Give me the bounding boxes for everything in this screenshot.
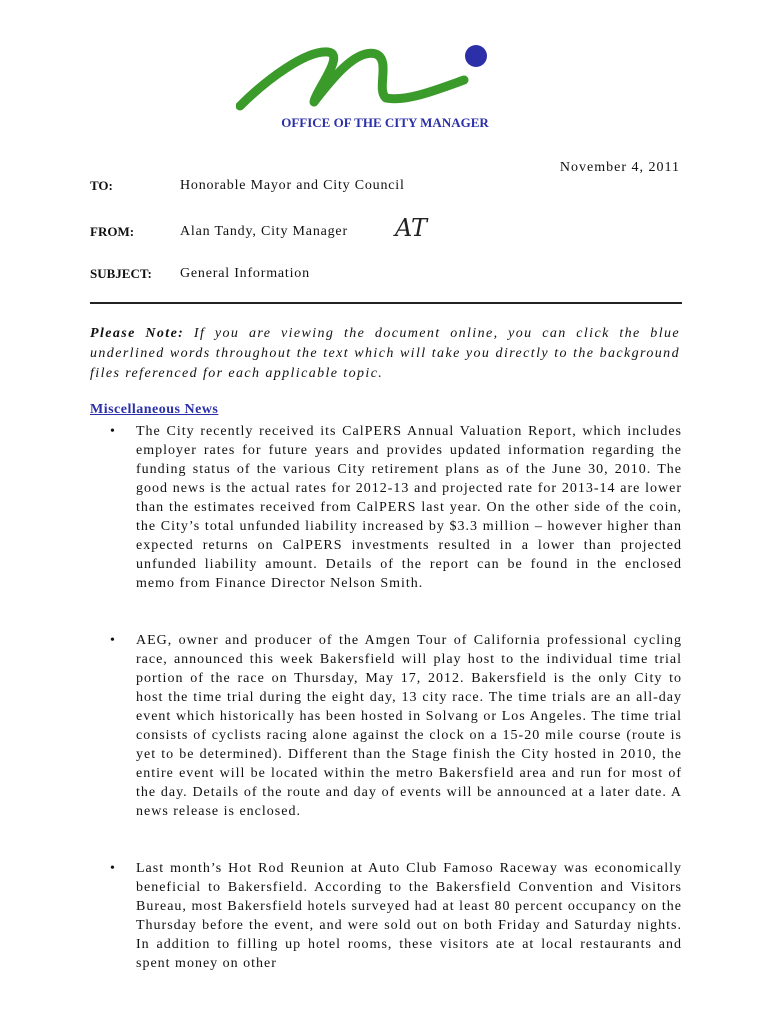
- bullet-text: Last month’s Hot Rod Reunion at Auto Club Famoso Raceway was economically beneficial to Bakersfield. According to the Bakersfield Convention and Visitors Bureau, most Bakersfield hotels surveyed had at least 80 percent occupancy on the Thursday before the event, and were sold out on both Friday and Saturday nights. In addition to filling up hotel rooms, these visitors ate at local restaurants and spent money on other: [136, 861, 682, 971]
- subject-value: General Information: [180, 266, 310, 281]
- to-label: TO:: [90, 178, 113, 193]
- bullet-text: The City recently received its CalPERS Annual Valuation Report, which includes employer rates for future years and provides updated information regarding the funding status of the various City retirement plans as of the June 30, 2010. The good news is the actual rates for 2012-13 and projected rate for 2013-14 are lower than the estimates received from CalPERS last year. On the other side of the coin, the City’s total unfunded liability increased by $3.3 million – however higher than expected returns on CalPERS investments resulted in a lower than projected unfunded liability amount. Details of the report can be found in the enclosed memo from Finance Director Nelson Smith.: [136, 424, 682, 591]
- subject-label: SUBJECT:: [90, 266, 152, 281]
- please-note: [90, 324, 680, 384]
- bullet-icon: •: [110, 861, 115, 876]
- bullet-icon: •: [110, 424, 115, 439]
- to-value: Honorable Mayor and City Council: [180, 178, 405, 193]
- bullet-icon: •: [110, 633, 115, 648]
- signature-initials: AT: [395, 214, 428, 242]
- logo-swoosh: [240, 52, 464, 106]
- city-logo: [236, 40, 496, 112]
- header-divider: [90, 302, 682, 304]
- office-title: OFFICE OF THE CITY MANAGER: [281, 115, 489, 130]
- from-value: Alan Tandy, City Manager: [180, 224, 348, 239]
- logo-dot: [465, 45, 487, 67]
- note-label: Please Note:: [90, 326, 185, 341]
- section-title-link[interactable]: Miscellaneous News: [90, 402, 219, 417]
- memo-date: November 4, 2011: [559, 160, 680, 175]
- note-text: If you are viewing the document online, you can click the blue underlined words throughout the text which will take you directly to the background files referenced for each applicable topic.: [90, 326, 680, 381]
- bullet-text: AEG, owner and producer of the Amgen Tour of California professional cycling race, announced this week Bakersfield will play host to the individual time trial portion of the race on Thursday, May 17, 2012. Bakersfield is the only City to host the time trial during the eight day, 13 city race. The time trials are an all-day event which historically has been hosted in Solvang or Los Angeles. The time trial consists of cyclists racing alone against the clock on a 15-20 mile course (route is yet to be determined). Different than the Stage finish the City hosted in 2010, the entire event will be located within the metro Bakersfield area and run for most of the day. Details of the route and day of events will be announced at a later date. A news release is enclosed.: [136, 633, 682, 819]
- from-label: FROM:: [90, 224, 135, 239]
